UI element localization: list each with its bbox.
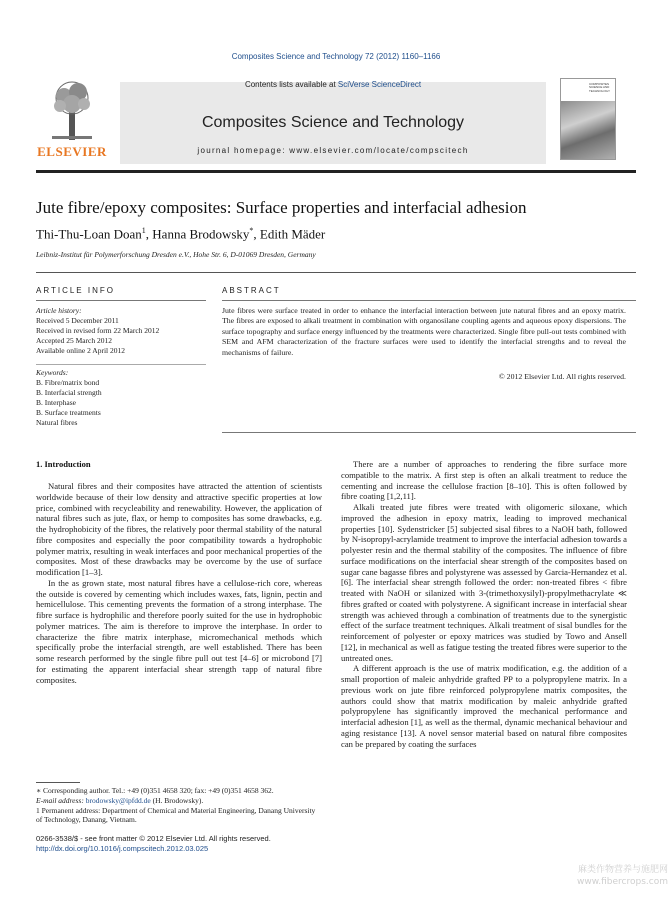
footnote-rule — [36, 782, 80, 783]
body-column-left — [36, 481, 322, 685]
watermark: 麻类作物营养与施肥网 www.fibercrops.com — [577, 865, 668, 887]
header-rule — [36, 170, 636, 173]
divider — [222, 300, 636, 301]
article-history — [36, 306, 206, 356]
author-list: Thi-Thu-Loan Doan$^1$, Hanna Brodowsky*, Edith Mäder — [36, 226, 326, 242]
body-column-right — [341, 459, 627, 749]
email-link[interactable]: brodowsky@ipfdd.de — [85, 795, 151, 805]
journal-homepage[interactable]: journal homepage: www.elsevier.com/locate/compscitech — [197, 146, 469, 155]
elsevier-tree-icon — [48, 80, 96, 142]
author-name: Hanna Brodowsky — [152, 226, 250, 242]
corresponding-author-mark[interactable]: * — [249, 226, 254, 235]
cover-title: COMPOSITES SCIENCE AND TECHNOLOGY — [589, 82, 611, 93]
author-name: Edith Mäder — [259, 226, 326, 242]
keyword-item: Natural fibres — [36, 418, 78, 427]
journal-title: Composites Science and Technology — [201, 114, 465, 131]
divider — [36, 272, 636, 273]
paragraph: Alkali treated jute fibres were treated with oligomeric siloxane, which improved the adhesion in epoxy matrix, leading to improved mechanical properties [10]. Sydenstricker [5] subjected sisal fibres to a NaOH bath, followed by N-isopropyl-acrylamide treatment to improve the interfacial adhesion towards a polyester resin and the thermal stability of the composites. The influence of fibre surface modifications on the interfacial shear strength of the composites based on sugar cane bagasse fibres and polystyrene was assessed by Garcia-Hernandez et al. [6]. The interfacial shear strength followed the order: non-treated fibres < fibre treated with NaOH or silanized with 3-(trimethoxysilyl)-propylmethacrylate ≪ fibres grafted or coated with polystyrene. A significant increase in interfacial shear strength was achieved through a combination of treatments due to the synergistic effect of the surface treatment techniques. Alkali treatment of sisal bundles for the reinforcement of polyester or epoxy matrices was studied by Towo and Ansell [12], in mechanical as well as fatigue testing the treated fibres were superior to the untreated ones. — [341, 502, 627, 663]
journal-masthead — [36, 72, 636, 164]
footnotes — [36, 786, 322, 825]
history-label: Article history: — [36, 306, 82, 315]
page-footer — [36, 834, 336, 854]
contents-line — [120, 80, 546, 89]
paragraph: In the as grown state, most natural fibres have a cellulose-rich core, whereas the outside is covered by cementing which includes waxes, fats, lignin, pectin and hemicellulose. This cementing prevents the formation of a strong interphase. The fibre surface is hydrophilic and therefore poorly suited for the use in hydrophobic polymer matrices. The aim is therefore to improve the interphase. In order to characterize the fibre matrix interphase, micromechanical methods which specifically probe the interfacial strength, are well established. There has been some research performed by the single fibre pull out test [4–6] or microbond [7] for estimating the apparent interfacial shear strength τapp of natural fibre composites. — [36, 577, 322, 685]
history-item: Received 5 December 2011 — [36, 316, 119, 325]
keyword-item: B. Fibre/matrix bond — [36, 378, 100, 387]
keywords-label: Keywords: — [36, 368, 69, 377]
article-title: Jute fibre/epoxy composites: Surface properties and interfacial adhesion — [36, 198, 527, 217]
journal-cover-thumbnail — [560, 78, 616, 160]
elsevier-wordmark: ELSEVIER — [37, 144, 107, 159]
journal-info-box — [120, 82, 546, 164]
keyword-item: B. Surface treatments — [36, 408, 101, 417]
keyword-item: B. Interfacial strength — [36, 388, 102, 397]
article-info-heading: ARTICLE INFO — [36, 286, 115, 295]
footnote-email: E-mail address: brodowsky@ipfdd.de (H. Brodowsky). — [36, 795, 204, 805]
paragraph: Natural fibres and their composites have attracted the attention of scientists worldwide because of their low density and attractive specific properties at low price, combined with recycleability and renewability. However, the application of natural fibres such as jute, flax, or hemp to composites has some drawbacks, e.g. the hydrophobicity of the fibres, the relatively poor thermal stability of the natural fibre composites and especially the poor compatibility towards a hydrophobic polymer matrix, resulting in weak interfaces and poor mechanical properties of the composites. Most of these drawbacks may be overcome by the use of surface modification [1–3]. — [36, 481, 322, 577]
sciencedirect-link[interactable]: SciVerse ScienceDirect — [337, 80, 422, 89]
keyword-item: B. Interphase — [36, 398, 76, 407]
copyright-notice: © 2012 Elsevier Ltd. All rights reserved. — [498, 372, 626, 381]
history-item: Received in revised form 22 March 2012 — [36, 326, 160, 335]
footnote: 1 Permanent address: Department of Chemical and Material Engineering, Danang University of Technology, Danang, Vietnam. — [36, 805, 316, 825]
affiliation: Leibniz-Institut für Polymerforschung Dresden e.V., Hohe Str. 6, D-01069 Dresden, Germany — [36, 250, 316, 259]
doi-link[interactable]: http://dx.doi.org/10.1016/j.compscitech.2012.03.025 — [36, 844, 209, 853]
section-heading: 1. Introduction — [36, 459, 91, 469]
author-footnote-mark[interactable]: 1 — [141, 226, 146, 235]
abstract-heading: ABSTRACT — [222, 286, 281, 295]
paragraph: There are a number of approaches to rendering the fibre surface more compatible to the matrix. A first step is often an alkali treatment to reduce the cementing and increase the cellulose fraction [8–10]. This is often followed by fibre coating [1,2,11]. — [341, 459, 627, 502]
divider — [222, 432, 636, 433]
issn-line: 0266-3538/$ - see front matter © 2012 Elsevier Ltd. All rights reserved. — [36, 834, 271, 843]
keywords — [36, 368, 206, 428]
divider — [36, 300, 206, 301]
abstract-text: Jute fibres were surface treated in order to enhance the interfacial interaction between jute natural fibres and an epoxy matrix. The fibres are exposed to alkali treatment in combination with organosilane coupling agents and aqueous epoxy dispersions. The surface topography and surface energy influenced by the treatments were characterized. Single fibre pull-out tests combined with SEM and AFM characterization of the fracture surfaces were used to identify the interfacial strengths and to reveal the mechanisms of failure. — [222, 306, 626, 357]
author-name: Thi-Thu-Loan Doan — [36, 226, 142, 242]
cover-image — [561, 101, 615, 160]
elsevier-logo — [36, 80, 108, 164]
history-item: Available online 2 April 2012 — [36, 346, 126, 355]
journal-reference[interactable]: Composites Science and Technology 72 (2012) 1160–1166 — [231, 52, 441, 61]
divider — [36, 364, 206, 365]
contents-prefix: Contents lists available at — [244, 80, 338, 89]
paragraph: A different approach is the use of matrix modification, e.g. the addition of a small proportion of maleic anhydride grafted PP to a polypropylene matrix. In a previous work on jute fibre reinforced polypropylene matrix composites, the authors could show that matrix modification by maleic anhydride grafted polypropylene has significantly improved the mechanical performance and interfacial adhesion [1], as well as the thermal, dynamic mechanical behaviour and aging resistance [13]. A novel sensor material based on natural fibre composites can be prepared by coating the surfaces — [341, 663, 627, 749]
footnote: ∗ Corresponding author. Tel.: +49 (0)351 4658 320; fax: +49 (0)351 4658 362. — [36, 786, 274, 795]
history-item: Accepted 25 March 2012 — [36, 336, 113, 345]
